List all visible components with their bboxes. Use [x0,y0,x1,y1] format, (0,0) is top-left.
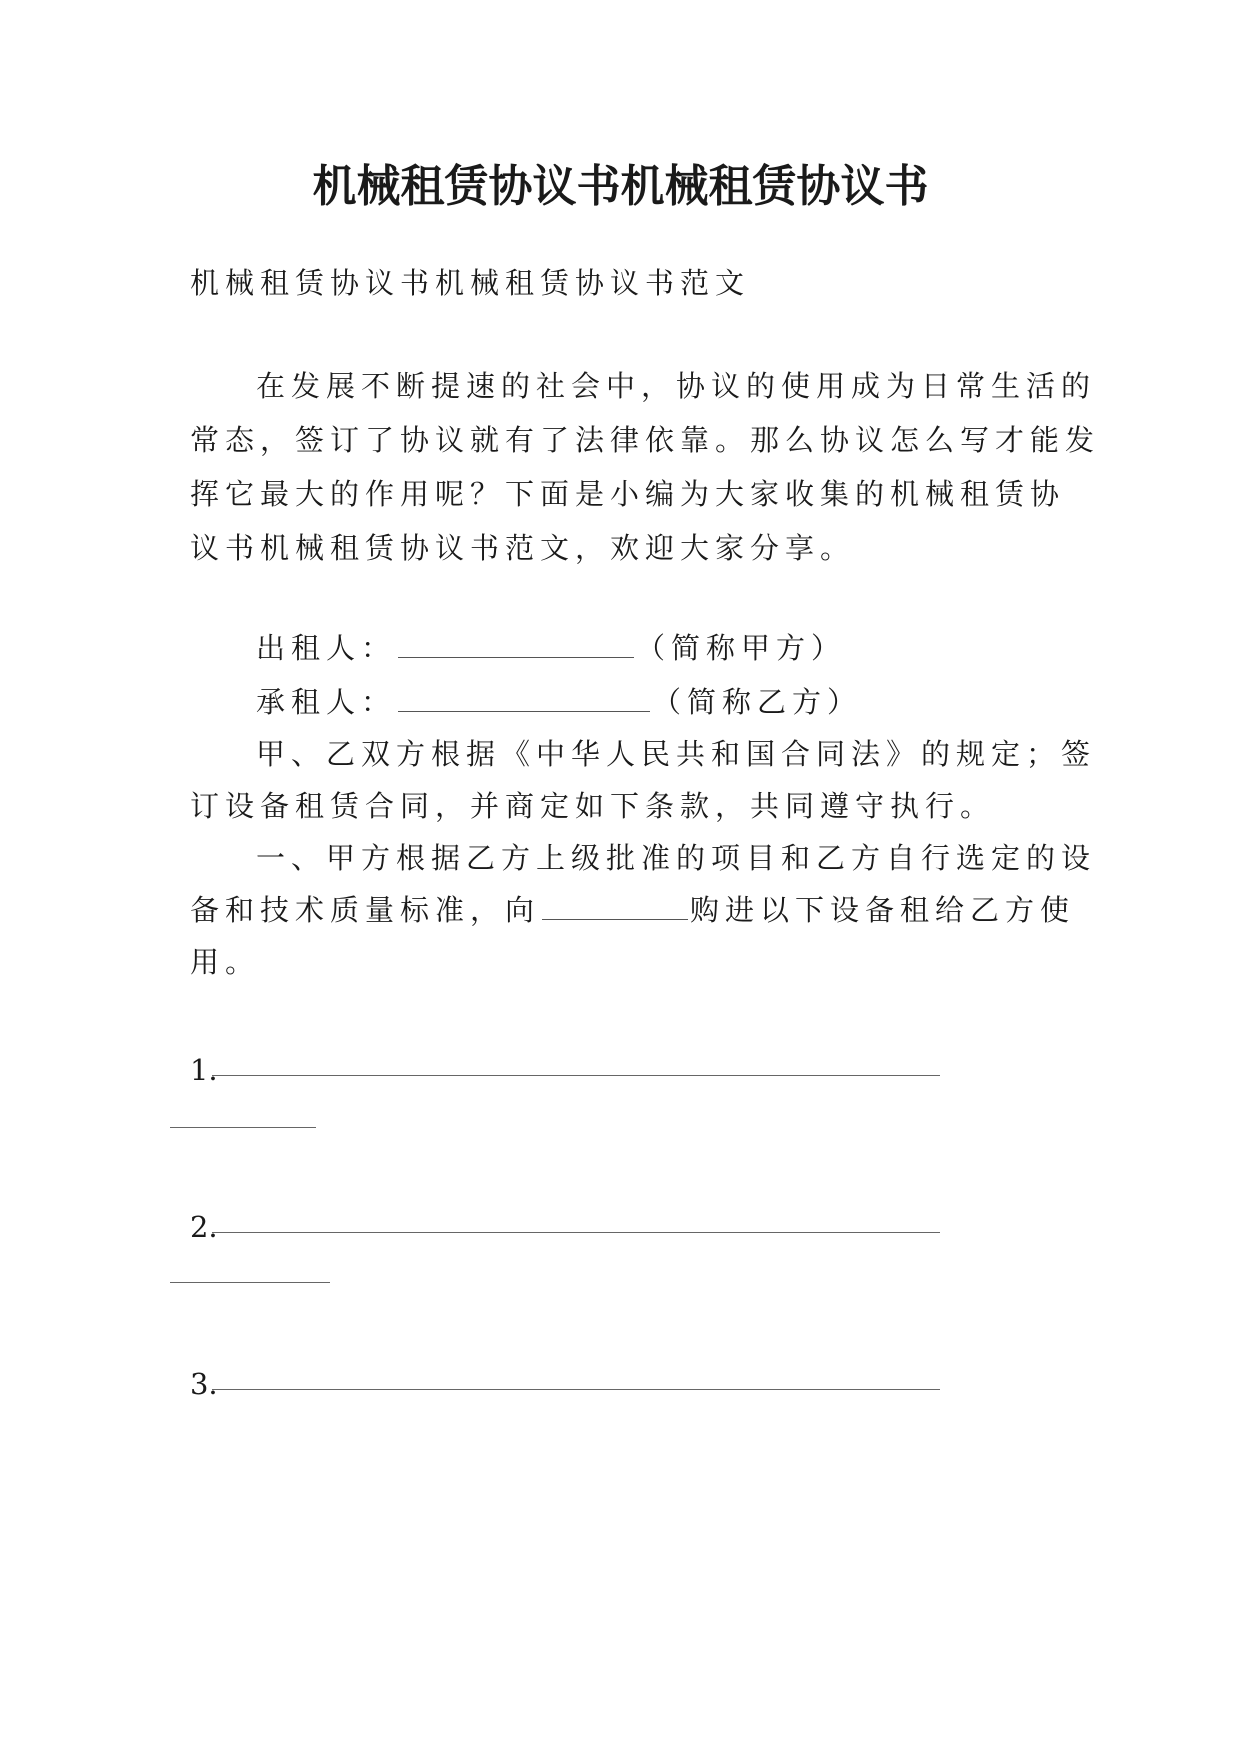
document-title: 机械租赁协议书机械租赁协议书 [312,161,929,212]
clause-line-4 [190,890,1075,930]
lessor-label: 出租人： [256,631,397,665]
item-1-blank[interactable] [212,1075,940,1076]
clause-line-3: 一、甲方根据乙方上级批准的项目和乙方自行选定的设 [256,841,1097,875]
clause-line-5: 用。 [190,945,261,979]
item-number-3: 3． [190,1367,238,1401]
intro-line-3: 挥它最大的作用呢？下面是小编为大家收集的机械租赁协 [190,477,1066,511]
item-2-blank-cont[interactable] [170,1282,330,1283]
intro-line-1: 在发展不断提速的社会中，协议的使用成为日常生活的 [256,369,1097,403]
lessee-note: （简称乙方） [652,685,863,719]
item-1-blank-cont[interactable] [170,1127,316,1128]
document-subtitle: 机械租赁协议书机械租赁协议书范文 [190,266,751,300]
clause-line-4-post: 购进以下设备租给乙方使 [690,893,1076,927]
intro-line-4: 议书机械租赁协议书范文，欢迎大家分享。 [190,531,856,565]
clause-line-2: 订设备租赁合同，并商定如下条款，共同遵守执行。 [190,789,996,823]
lessor-line [256,628,846,668]
intro-line-2: 常态，签订了协议就有了法律依靠。那么协议怎么写才能发 [190,423,1101,457]
clause-line-4-pre: 备和技术质量标准，向 [190,893,541,927]
item-number-1: 1． [190,1053,238,1087]
item-2-blank[interactable] [212,1232,940,1233]
lessee-blank[interactable] [398,685,650,712]
clause-line-1: 甲、乙双方根据《中华人民共和国合同法》的规定；签 [256,737,1097,771]
item-3-blank[interactable] [212,1389,940,1390]
lessor-blank[interactable] [398,631,634,658]
lessee-label: 承租人： [256,685,397,719]
lessee-line [256,682,862,722]
lessor-note: （简称甲方） [636,631,847,665]
item-number-2: 2． [190,1210,238,1244]
supplier-blank[interactable] [542,893,688,920]
